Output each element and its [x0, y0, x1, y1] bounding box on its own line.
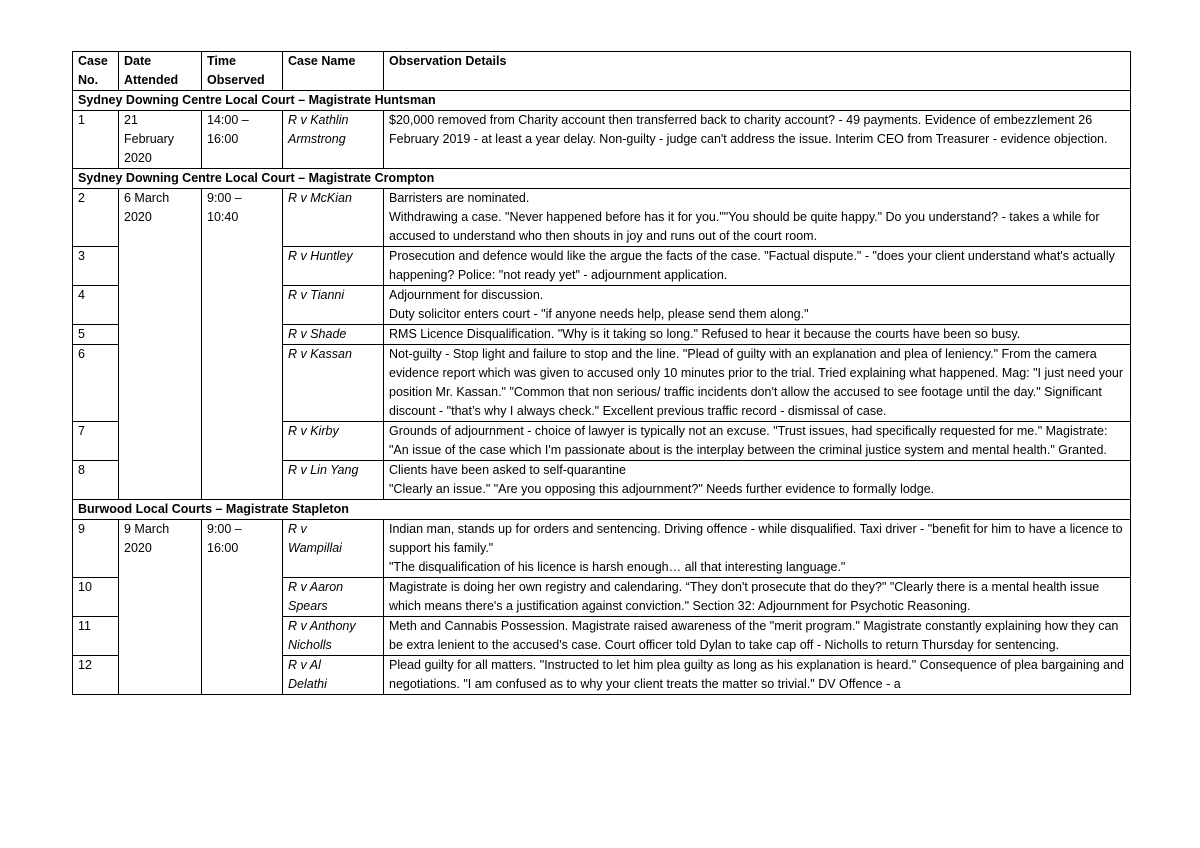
- case-name: R v Huntley: [283, 247, 384, 286]
- case-name: R v Kassan: [283, 345, 384, 422]
- case-no: 3: [73, 247, 119, 286]
- date-attended: 9 March 2020: [119, 520, 202, 695]
- time-observed: 9:00 – 16:00: [202, 520, 283, 695]
- detail-text: Prosecution and defence would like the argue the facts of the case. "Factual dispute." - "does your client understand what's actually happening? Police: "not ready yet" - adjournment application.: [389, 249, 1115, 282]
- case-name: R v Aaron Spears: [283, 578, 384, 617]
- section-row: [73, 91, 1131, 111]
- header-case-name: Case Name: [283, 52, 384, 91]
- detail-text: Meth and Cannabis Possession. Magistrate raised awareness of the "merit program." Magistrate constantly explaining how they can be extra lenient to the accused's case. Court officer told Dylan to take cap off - Nicholls to return Thursday for sentencing.: [389, 619, 1119, 652]
- case-no: 9: [73, 520, 119, 578]
- detail-text: Adjournment for discussion.: [389, 288, 544, 302]
- detail-text: RMS Licence Disqualification. "Why is it taking so long." Refused to hear it because the courts have been so busy.: [389, 327, 1021, 341]
- case-name: R v Tianni: [283, 286, 384, 325]
- detail-text: Magistrate is doing her own registry and calendaring. “They don't prosecute that do they?" "Clearly there is a mental health issue which means there's a justification against conviction." Section 32: Adjournment for Psychotic Reasoning.: [389, 580, 1100, 613]
- detail-text: "The disqualification of his licence is harsh enough… all that interesting language.": [389, 560, 846, 574]
- case-name: R v Anthony Nicholls: [283, 617, 384, 656]
- case-no: 4: [73, 286, 119, 325]
- observation-details: [384, 325, 1131, 345]
- case-no: 8: [73, 461, 119, 500]
- case-name: R v Lin Yang: [283, 461, 384, 500]
- table-row: [73, 189, 1131, 247]
- section-title: Burwood Local Courts – Magistrate Stapleton: [73, 500, 1131, 520]
- detail-text: Plead guilty for all matters. "Instructed to let him plea guilty as long as his explanation is heard." Consequence of plea bargaining and negotiations. "I am confused as to why your client treats the matter so trivial." DV Offence - a: [389, 658, 1125, 691]
- section-row: [73, 169, 1131, 189]
- observation-details: [384, 189, 1131, 247]
- section-row: [73, 500, 1131, 520]
- case-name: R v Shade: [283, 325, 384, 345]
- case-no: 1: [73, 111, 119, 169]
- case-no: 7: [73, 422, 119, 461]
- observation-details: [384, 345, 1131, 422]
- detail-text: Clients have been asked to self-quarantine: [389, 463, 626, 477]
- observation-details: [384, 422, 1131, 461]
- detail-text: $20,000 removed from Charity account then transferred back to charity account? - 49 payments. Evidence of embezzlement 26 February 2019 - at least a year delay. Non-guilty - judge can't address the issue. Interim CEO from Treasurer - evidence objection.: [389, 113, 1108, 146]
- table-header-row: [73, 52, 1131, 91]
- case-no: 12: [73, 656, 119, 695]
- document-page: [72, 51, 1130, 695]
- detail-text: Indian man, stands up for orders and sentencing. Driving offence - while disqualified. Taxi driver - "benefit for him to have a licence to support his family.": [389, 522, 1123, 555]
- observation-details: [384, 617, 1131, 656]
- section-title: Sydney Downing Centre Local Court – Magistrate Huntsman: [73, 91, 1131, 111]
- observation-details: [384, 656, 1131, 695]
- table-row: [73, 111, 1131, 169]
- case-name: R v Kathlin Armstrong: [283, 111, 384, 169]
- date-attended: 21 February 2020: [119, 111, 202, 169]
- case-name: R v Kirby: [283, 422, 384, 461]
- observation-details: [384, 286, 1131, 325]
- header-time: Time Observed: [202, 52, 283, 91]
- observation-details: [384, 247, 1131, 286]
- header-date: Date Attended: [119, 52, 202, 91]
- time-observed: 9:00 – 10:40: [202, 189, 283, 500]
- date-attended: 6 March 2020: [119, 189, 202, 500]
- case-no: 5: [73, 325, 119, 345]
- case-no: 10: [73, 578, 119, 617]
- detail-text: Duty solicitor enters court - "if anyone needs help, please send them along.": [389, 307, 809, 321]
- observation-table: [72, 51, 1131, 695]
- case-no: 6: [73, 345, 119, 422]
- section-title: Sydney Downing Centre Local Court – Magistrate Crompton: [73, 169, 1131, 189]
- case-name: R v McKian: [283, 189, 384, 247]
- detail-text: Not-guilty - Stop light and failure to stop and the line. "Plead of guilty with an explanation and plea of leniency." From the camera evidence report which was given to accused only 10 minutes prior to the trial. Tried explaining what happened. Mag: "I just need your position Mr. Kassan." "Common that non serious/ traffic incidents don't allow the accused to see footage until the day." Significant discount - "that’s why I always check." Excellent previous traffic record - dismissal of case.: [389, 347, 1124, 418]
- detail-text: Withdrawing a case. "Never happened before has it for you.""You should be quite happy." Do you understand? - takes a while for accused to understand who then shouts in joy and runs out of the court room.: [389, 210, 1100, 243]
- observation-details: [384, 578, 1131, 617]
- case-name: R v Al Delathi: [283, 656, 384, 695]
- case-no: 2: [73, 189, 119, 247]
- detail-text: "Clearly an issue." "Are you opposing this adjournment?" Needs further evidence to formally lodge.: [389, 482, 935, 496]
- case-no: 11: [73, 617, 119, 656]
- header-details: Observation Details: [384, 52, 1131, 91]
- detail-text: Barristers are nominated.: [389, 191, 530, 205]
- header-case-no: Case No.: [73, 52, 119, 91]
- time-observed: 14:00 – 16:00: [202, 111, 283, 169]
- case-name: R v Wampillai: [283, 520, 384, 578]
- observation-details: [384, 520, 1131, 578]
- observation-details: [384, 111, 1131, 169]
- detail-text: Grounds of adjournment - choice of lawyer is typically not an excuse. "Trust issues, had specifically requested for me." Magistrate: "An issue of the case which I'm passionate about is the interplay between the criminal justice system and mental health." Granted.: [389, 424, 1108, 457]
- table-row: [73, 520, 1131, 578]
- observation-details: [384, 461, 1131, 500]
